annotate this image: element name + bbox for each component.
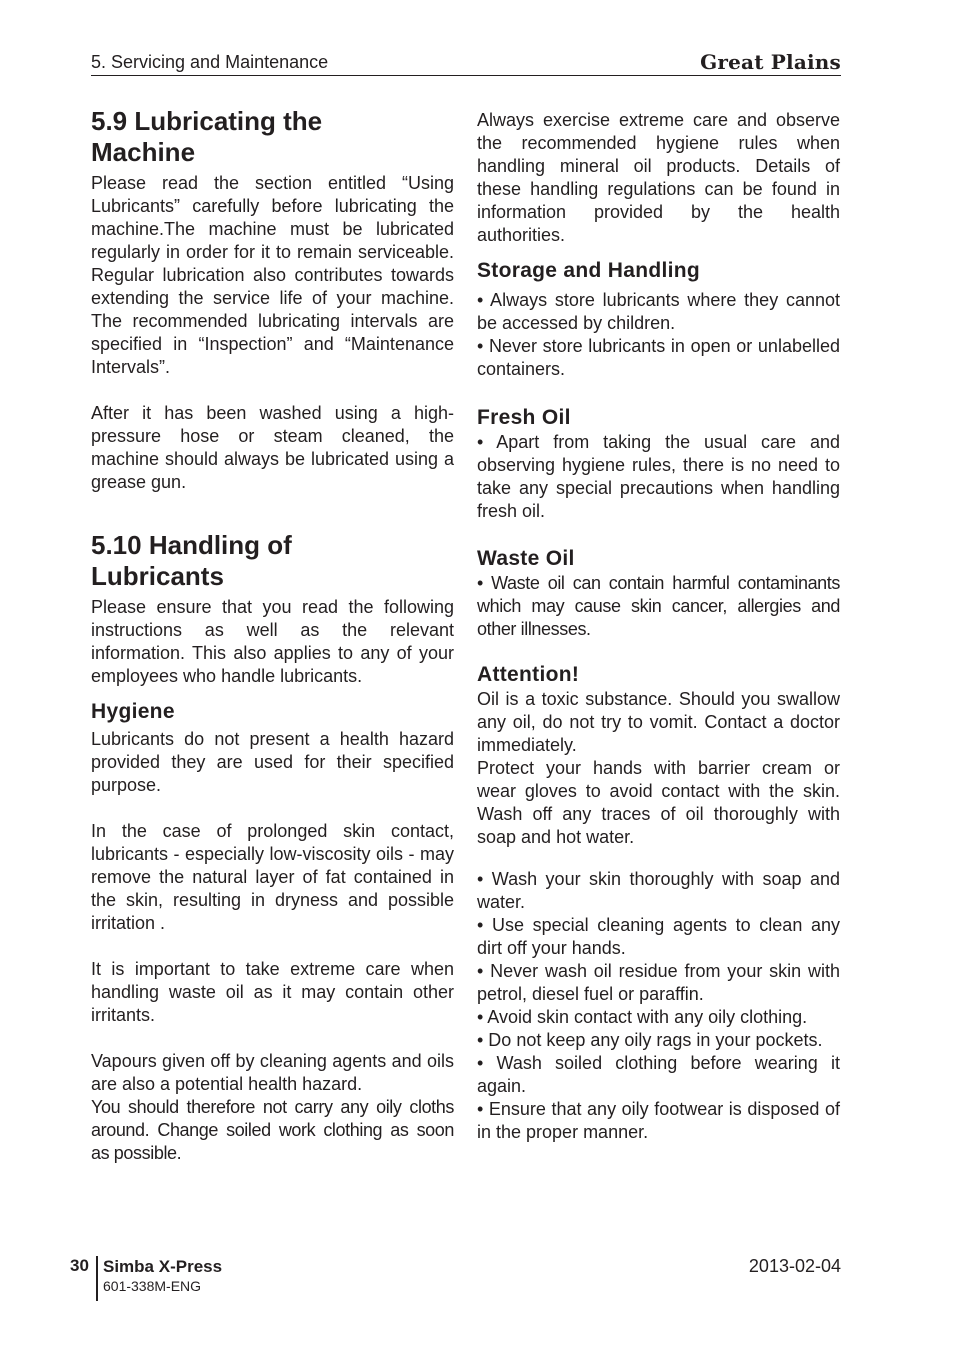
heading-line: Machine [91,137,196,167]
header-divider [91,75,841,76]
footer-divider [96,1256,98,1301]
paragraph: Lubricants do not present a health hazard provided they are used for their specified purpose. [91,729,454,795]
heading-fresh-oil: Fresh Oil [477,406,571,429]
bullet-item: • Never wash oil residue from your skin with petrol, diesel fuel or paraffin. [477,961,840,1004]
heading-storage-handling: Storage and Handling [477,259,701,282]
bullet-item: • Wash your skin thoroughly with soap and water. [477,869,840,912]
bullet-item: • Do not keep any oily rags in your pockets. [477,1030,823,1050]
paragraph: Please ensure that you read the following instructions as well as the relevant information. This also applies to any of your employees who handle lubricants. [91,597,454,686]
right-column [477,106,840,1144]
paragraph: Always exercise extreme care and observe the recommended hygiene rules when handling mineral oil products. Details of these handling regulations can be found in information provided by the health authorities. [477,110,840,245]
paragraph: Vapours given off by cleaning agents and oils are also a potential health hazard. [91,1051,454,1094]
footer-date: 2013-02-04 [748,1256,841,1276]
heading-line: 5.10 Handling of [91,530,292,560]
bullet-item: • Ensure that any oily footwear is disposed of in the proper manner. [477,1099,840,1142]
heading-lubricating-machine [91,106,454,168]
heading-waste-oil: Waste Oil [477,547,575,570]
bullet-item: • Avoid skin contact with any oily clothing. [477,1007,808,1027]
paragraph: After it has been washed using a high-pressure hose or steam cleaned, the machine should always be lubricated using a grease gun. [91,403,454,492]
paragraph: Oil is a toxic substance. Should you swallow any oil, do not try to vomit. Contact a doctor immediately. [477,689,840,755]
paragraph: In the case of prolonged skin contact, lubricants - especially low-viscosity oils - may remove the natural layer of fat contained in the skin, resulting in dryness and possible irritation . [91,821,454,933]
bullet-item: • Never store lubricants in open or unlabelled containers. [477,336,840,379]
heading-line: Lubricants [91,561,224,591]
brand-logo: Great Plains [700,50,841,74]
paragraph: Protect your hands with barrier cream or wear gloves to avoid contact with the skin. Wash off any traces of oil thoroughly with soap and hot water. [477,758,840,847]
heading-line: 5.9 Lubricating the [91,106,323,136]
paragraph: It is important to take extreme care when handling waste oil as it may contain other irritants. [91,959,454,1025]
bullet-item: • Wash soiled clothing before wearing it again. [477,1053,840,1096]
left-column [91,106,454,1165]
bullet-item: • Apart from taking the usual care and observing hygiene rules, there is no need to take any special precautions when handling fresh oil. [477,432,840,521]
paragraph: Please read the section entitled “Using Lubricants” carefully before lubricating the machine.The machine must be lubricated regularly in order for it to remain serviceable. Regular lubrication also contributes towards extending the service life of your machine. The recommended lubricating intervals are specified in “Inspection” and “Maintenance Intervals”. [91,173,454,377]
heading-handling-lubricants [91,530,454,592]
running-header-section: 5. Servicing and Maintenance [91,52,329,72]
heading-hygiene: Hygiene [91,700,175,723]
bullet-item: • Always store lubricants where they cannot be accessed by children. [477,290,840,333]
page-number: 30 [70,1256,89,1275]
bullet-item: • Use special cleaning agents to clean any dirt off your hands. [477,915,840,958]
paragraph: You should therefore not carry any oily cloths around. Change soiled work clothing as soon as possible. [91,1097,454,1163]
bullet-item: • Waste oil can contain harmful contaminants which may cause skin cancer, allergies and other illnesses. [477,573,840,639]
footer-product-name: Simba X-Press [103,1257,223,1276]
footer-document-code: 601-338M-ENG [103,1278,202,1294]
heading-attention: Attention! [477,663,580,686]
